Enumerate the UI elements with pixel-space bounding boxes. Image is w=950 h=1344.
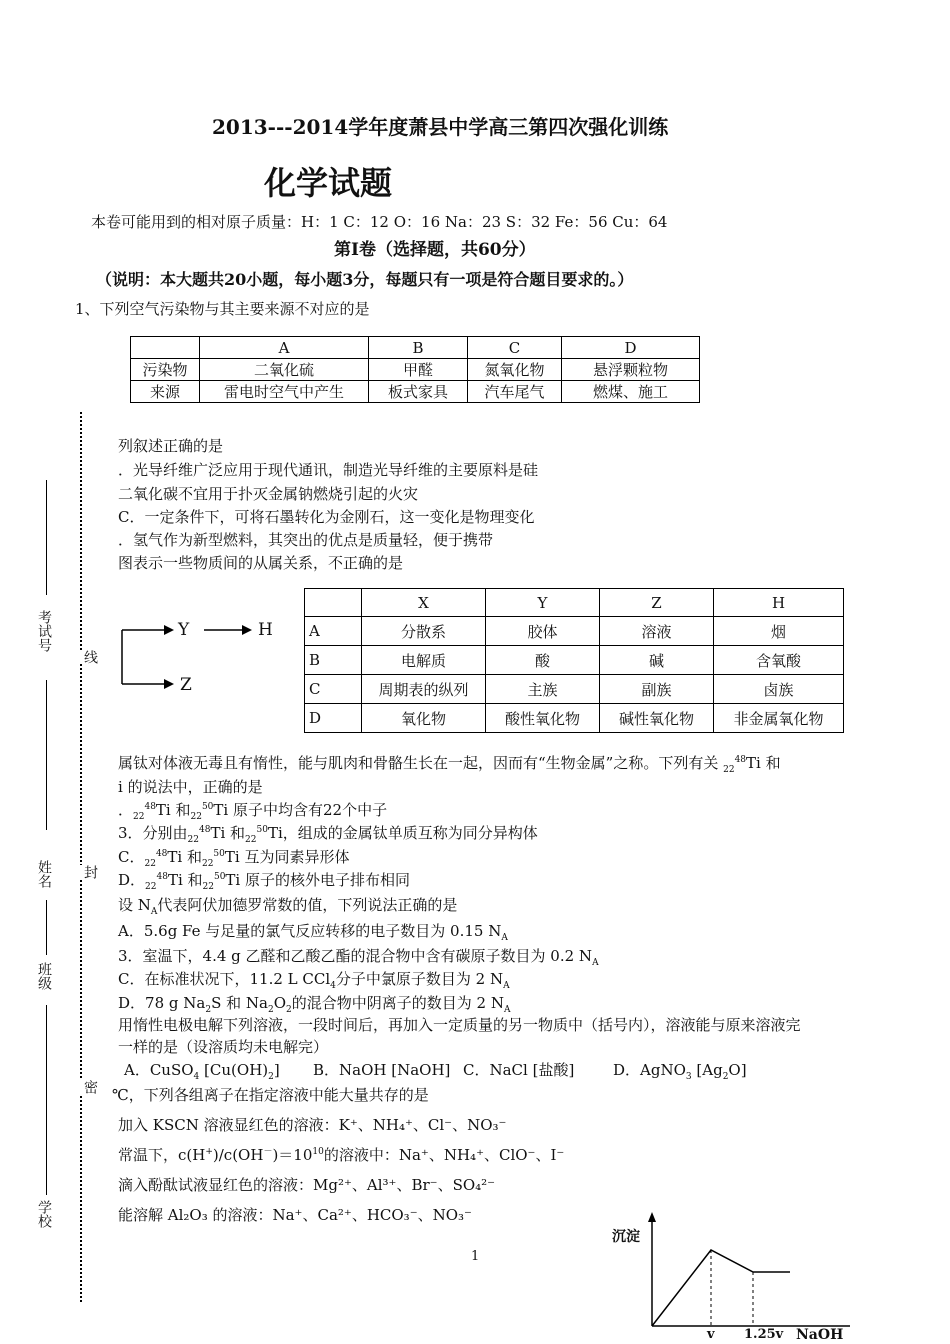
q6-stem-line1: 用惰性电极电解下列溶液，一段时间后，再加入一定质量的另一物质中（括号内），溶液能与原来溶液完	[118, 1016, 801, 1034]
q1-stem: 1、下列空气污染物与其主要来源不对应的是	[75, 300, 370, 318]
q4-z: 22	[245, 835, 257, 845]
q1-header-empty	[131, 337, 200, 359]
q1-cell: 雷电时空气中产生	[200, 381, 369, 403]
q3-cell: 含氧酸	[714, 646, 844, 675]
q6-d-text3: O]	[728, 1061, 747, 1079]
q6-a-text: A．CuSO	[124, 1061, 194, 1079]
atomic-masses: 本卷可能用到的相对原子质量：H：1 C：12 O：16 Na：23 S：32 Fe：56 Cu：64	[91, 213, 668, 231]
q5-d-text2: S 和 Na	[211, 994, 268, 1012]
q3-cell: B	[305, 646, 362, 675]
q3-header-z: Z	[600, 589, 714, 617]
q4-m: 48	[156, 872, 168, 882]
graph-tick-125v: 1.25v	[744, 1327, 784, 1342]
q5-sub: A	[503, 1005, 511, 1015]
q7-sup: －	[263, 1147, 273, 1157]
q4-m: 50	[256, 825, 268, 835]
label-line: 线	[82, 650, 98, 664]
q5-sub: 2	[286, 1005, 292, 1015]
q3-cell: 酸	[486, 646, 600, 675]
q4-z: 22	[190, 812, 202, 822]
q7-sup: 10	[312, 1147, 324, 1157]
q3-header-x: X	[362, 589, 486, 617]
q5-sub: 4	[330, 981, 336, 991]
q6-sub: 4	[193, 1072, 200, 1082]
diagram-y: Y	[178, 620, 190, 640]
q4-stem-end: Ti 和	[746, 754, 781, 772]
q3-cell: 卤族	[714, 675, 844, 704]
q3-cell: D	[305, 704, 362, 733]
q3-header-y: Y	[486, 589, 600, 617]
q5-stem	[118, 894, 457, 917]
q1-cell: 二氧化硫	[200, 359, 369, 381]
q3-cell: 电解质	[362, 646, 486, 675]
part-title: 第I卷（选择题，共60分）	[334, 240, 536, 260]
q2-option-d: ．氢气作为新型燃料，其突出的优点是质量轻，便于携带	[118, 531, 494, 549]
q4-option-b	[118, 822, 538, 845]
label-name: 姓名	[36, 860, 52, 888]
q5-stem-end: 代表阿伏加德罗常数的值，下列说法正确的是	[157, 896, 458, 914]
page-number: 1	[471, 1249, 480, 1264]
q5-sub: A	[501, 933, 508, 943]
precipitate-graph	[640, 1212, 860, 1344]
q7-sup: +	[205, 1147, 213, 1157]
graph-ylabel: 沉淀	[612, 1229, 640, 1245]
q1-cell: 板式家具	[369, 381, 468, 403]
q4-stem-text: 属钛对体液无毒且有惰性，能与肌肉和骨骼生长在一起，因而有“生物金属”之称。下列有关	[118, 754, 724, 772]
q1-cell: 污染物	[131, 359, 200, 381]
q4-option-d	[118, 869, 410, 892]
q5-a-text: A．5.6g Fe 与足量的氯气反应转移的电子数目为 0.15 N	[118, 922, 502, 940]
q5-d-text4: 的混合物中阴离子的数目为 2 N	[291, 994, 504, 1012]
q5-stem-text: 设 N	[118, 896, 151, 914]
q3-cell: 胶体	[486, 617, 600, 646]
graph-curve	[652, 1250, 790, 1326]
q4-m: 50	[213, 849, 225, 859]
q1-cell: 甲醛	[369, 359, 468, 381]
q4-a-text: Ti 原子中均含有22个中子	[213, 801, 388, 819]
q6-option-a	[124, 1059, 280, 1082]
q1-header-c: C	[468, 337, 562, 359]
graph-tick-v: v	[707, 1327, 715, 1342]
q6-d-text: D．AgNO	[613, 1061, 686, 1079]
q4-b-prefix: 3．分别由	[118, 824, 188, 842]
q4-stem-line1	[118, 752, 781, 775]
school-blank-top	[46, 1005, 47, 1195]
q7-option-b	[118, 1144, 564, 1165]
q5-sub: 2	[205, 1005, 212, 1015]
q1-header-a: A	[200, 337, 369, 359]
q1-header-d: D	[562, 337, 700, 359]
q4-option-a	[118, 799, 387, 822]
q4-a-prefix: ．	[118, 801, 134, 819]
q4-ti-and: Ti 和	[167, 871, 203, 889]
diagram-h: H	[258, 620, 273, 640]
q4-stem-line2: i 的说法中，正确的是	[118, 778, 263, 796]
q3-cell: 氧化物	[362, 704, 486, 733]
q4-z: 22	[202, 882, 214, 892]
diagram-z: Z	[180, 675, 192, 695]
label-class: 班级	[36, 962, 52, 990]
q5-option-a	[118, 920, 508, 943]
q3-table	[304, 588, 844, 733]
instructions: （说明：本大题共20小题，每小题3分，每题只有一项是符合题目要求的。）	[96, 270, 634, 289]
label-exam-no: 考试号	[36, 610, 52, 652]
q1-cell: 悬浮颗粒物	[562, 359, 700, 381]
q4-m: 48	[155, 849, 168, 859]
graph-xlabel: NaOH	[796, 1327, 844, 1343]
graph-y-arrow	[648, 1212, 656, 1222]
q5-b-text: 3．室温下，4.4 g 乙醛和乙酸乙酯的混合物中含有碳原子数目为 0.2 N	[118, 947, 593, 965]
q6-option-d	[613, 1059, 747, 1082]
q1-cell: 燃煤、施工	[562, 381, 700, 403]
q5-sub: A	[503, 981, 510, 991]
q6-sub: 2	[722, 1072, 729, 1082]
q4-ti-and: Ti 和	[210, 824, 246, 842]
q4-m: 48	[144, 802, 156, 812]
q3-cell: 非金属氧化物	[714, 704, 844, 733]
q1-cell: 氮氧化物	[468, 359, 562, 381]
q3-cell: 碱性氧化物	[600, 704, 714, 733]
exam-title: 2013---2014学年度萧县中学高三第四次强化训练	[212, 115, 669, 139]
q5-option-d	[118, 992, 510, 1015]
q7-option-a: 加入 KSCN 溶液显红色的溶液：K⁺、NH₄⁺、Cl⁻、NO₃⁻	[118, 1116, 507, 1134]
q3-header-h: H	[714, 589, 844, 617]
q3-cell: 分散系	[362, 617, 486, 646]
q7-option-d: 能溶解 Al₂O₃ 的溶液：Na⁺、Ca²⁺、HCO₃⁻、NO₃⁻	[118, 1206, 472, 1224]
q2-option-a: ．光导纤维广泛应用于现代通讯，制造光导纤维的主要原料是硅	[118, 461, 539, 479]
q5-option-c	[118, 968, 510, 991]
q4-option-c	[118, 846, 349, 869]
q4-z: 22	[133, 812, 145, 822]
q7-b-text: 常温下，c(H	[118, 1146, 206, 1164]
q4-z: 22	[187, 835, 199, 845]
name-blank-top	[46, 680, 47, 830]
q4-m: 48	[199, 825, 211, 835]
q6-d-text2: [Ag	[691, 1061, 723, 1079]
subject-title: 化学试题	[264, 164, 393, 202]
q4-d-prefix: D．	[118, 871, 146, 889]
q3-stem: 图表示一些物质间的从属关系，不正确的是	[118, 554, 404, 572]
q7-b-text2: )/c(OH	[212, 1146, 264, 1164]
q2-option-c: C．一定条件下，可将石墨转化为金刚石，这一变化是物理变化	[118, 508, 535, 526]
q3-cell: 主族	[486, 675, 600, 704]
q1-cell: 来源	[131, 381, 200, 403]
q7-stem: ℃，下列各组离子在指定溶液中能大量共存的是	[112, 1086, 429, 1104]
q3-cell: A	[305, 617, 362, 646]
q4-d-text: Ti 原子的核外电子排布相同	[225, 871, 410, 889]
label-secret: 密	[82, 1080, 98, 1094]
q2-option-b: 二氧化碳不宜用于扑灭金属钠燃烧引起的火灾	[118, 485, 419, 503]
q6-stem-line2: 一样的是（设溶质均未电解完）	[118, 1038, 329, 1056]
q6-option-b: B．NaOH [NaOH]	[313, 1061, 451, 1079]
q5-d-text3: O	[273, 994, 286, 1012]
q4-b-text: Ti，组成的金属钛单质互称为同分异构体	[267, 824, 538, 842]
q6-option-c: C．NaCl [盐酸]	[463, 1061, 575, 1079]
q6-sub: 2	[268, 1072, 274, 1082]
label-school: 学校	[36, 1200, 52, 1228]
label-seal: 封	[82, 865, 98, 879]
q3-cell: 烟	[714, 617, 844, 646]
q2-stem: 列叙述正确的是	[118, 437, 224, 455]
q7-b-text4: 的溶液中：Na⁺、NH₄⁺、ClO⁻、I⁻	[323, 1146, 565, 1164]
q4-ti-and: Ti 和	[167, 848, 202, 866]
q4-m: 50	[213, 872, 226, 882]
q4-m: 50	[201, 802, 214, 812]
q1-header-b: B	[369, 337, 468, 359]
binding-dotted-line	[80, 412, 82, 1302]
exam-no-blank	[46, 480, 47, 595]
q4-ti-and: Ti 和	[155, 801, 191, 819]
q5-sub: A	[592, 958, 599, 968]
q3-cell: 周期表的纵列	[362, 675, 486, 704]
class-blank-top	[46, 900, 47, 955]
q5-sub: A	[150, 907, 158, 917]
q4-c-prefix: C．	[118, 848, 145, 866]
q6-a-rest: [Cu(OH)	[199, 1061, 269, 1079]
q3-cell: 酸性氧化物	[486, 704, 600, 733]
q4-mass-number: 48	[734, 755, 747, 765]
q5-sub: 2	[267, 1005, 274, 1015]
q6-sub: 3	[685, 1072, 692, 1082]
q1-cell: 汽车尾气	[468, 381, 562, 403]
q3-header-empty	[305, 589, 362, 617]
q3-cell: C	[305, 675, 362, 704]
q1-table	[130, 336, 700, 403]
q5-d-text: D．78 g Na	[118, 994, 206, 1012]
q4-c-text: Ti 互为同素异形体	[224, 848, 350, 866]
q3-cell: 碱	[600, 646, 714, 675]
q3-cell: 溶液	[600, 617, 714, 646]
q4-z: 22	[201, 859, 214, 869]
q5-c-text2: 分子中氯原子数目为 2 N	[335, 970, 504, 988]
q5-option-b	[118, 945, 599, 968]
q3-cell: 副族	[600, 675, 714, 704]
q5-c-text: C．在标准状况下，11.2 L CCl	[118, 970, 331, 988]
q7-option-c: 滴入酚酞试液显红色的溶液：Mg²⁺、Al³⁺、Br⁻、SO₄²⁻	[118, 1176, 496, 1194]
q7-b-text3: )＝10	[272, 1146, 313, 1164]
q4-z: 22	[145, 882, 157, 892]
q6-a-end: ]	[273, 1061, 280, 1079]
q4-z: 22	[144, 859, 156, 869]
q4-atomic-number: 22	[723, 765, 735, 775]
